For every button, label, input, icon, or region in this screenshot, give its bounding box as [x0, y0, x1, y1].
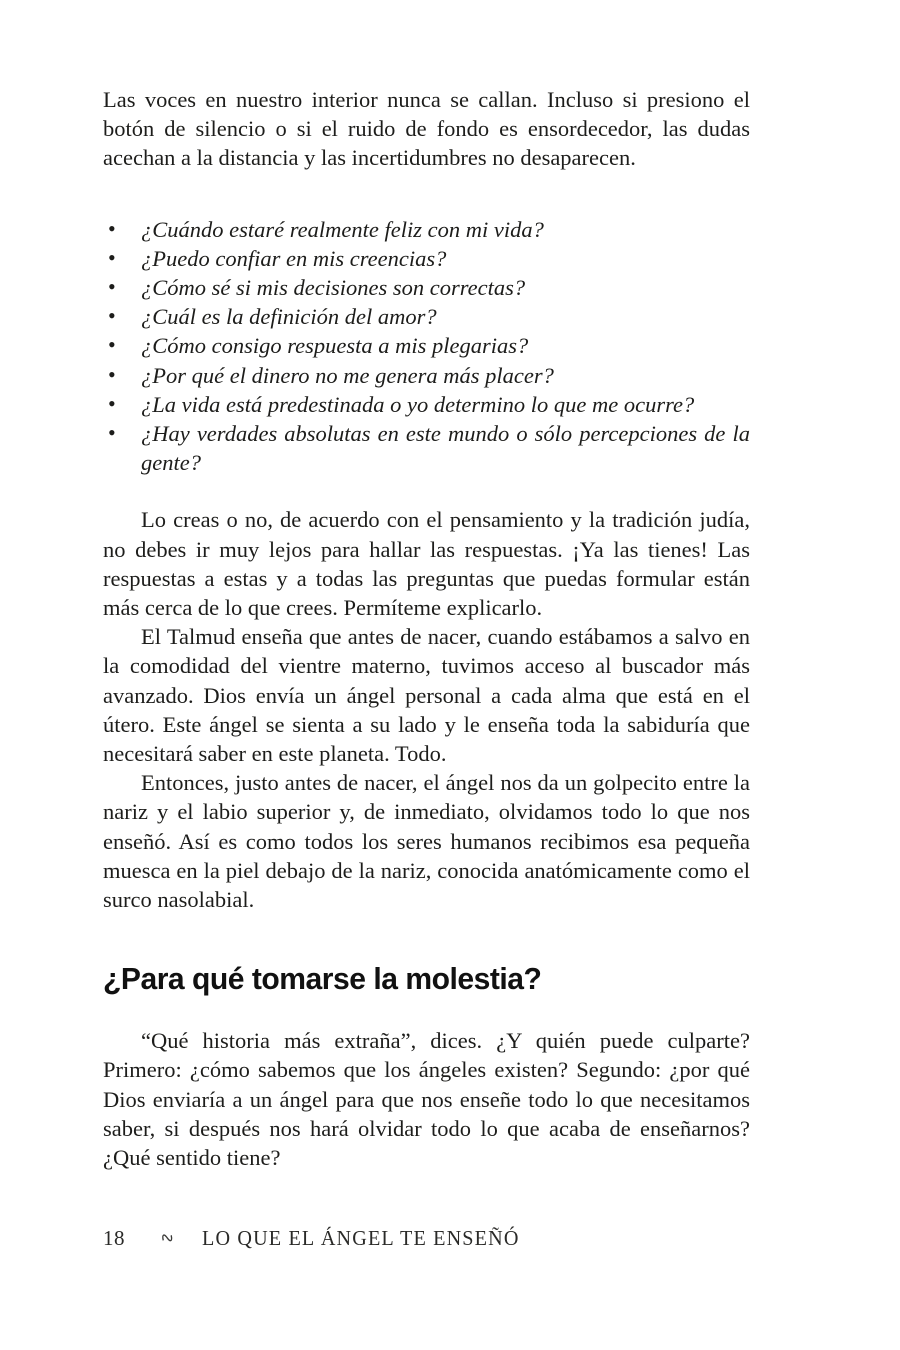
question-text: ¿Cómo sé si mis decisiones son correctas?: [141, 275, 526, 301]
list-item: [103, 331, 750, 360]
list-item: [103, 390, 750, 419]
list-item: [103, 244, 750, 273]
bullet-icon: •: [108, 361, 116, 387]
ornament-icon: ∿: [156, 1226, 178, 1250]
page-number: 18: [103, 1226, 125, 1250]
intro-paragraph: Las voces en nuestro interior nunca se callan. Incluso si presiono el botón de silencio o si el ruido de fondo es ensordecedor, las dudas acechan a la distancia y las incertidumbres no desaparecen.: [103, 87, 750, 171]
list-item: [103, 361, 750, 390]
list-item: [103, 419, 750, 477]
question-text: ¿Cuándo estaré realmente feliz con mi vida?: [141, 216, 544, 242]
angel-paragraph: Entonces, justo antes de nacer, el ángel nos da un golpecito entre la nariz y el labio superior y, de inmediato, olvidamos todo lo que nos enseñó. Así es como todos los seres humanos recibimos esa pequeña muesca en la piel debajo de la nariz, conocida anatómicamente como el surco nasolabial.: [103, 770, 750, 913]
question-text: ¿Cuál es la definición del amor?: [141, 304, 437, 330]
question-text: ¿Cómo consigo respuesta a mis plegarias?: [141, 333, 529, 359]
question-text: ¿Puedo confiar en mis creencias?: [141, 245, 447, 271]
tradition-paragraph: Lo creas o no, de acuerdo con el pensamiento y la tradición judía, no debes ir muy lejos para hallar las respuestas. ¡Ya las tienes! Las respuestas a estas y a todas las preguntas que puedas formular están más cerca de lo que crees. Permíteme explicarlo.: [103, 507, 750, 621]
bullet-icon: •: [108, 215, 116, 241]
bullet-icon: •: [108, 303, 116, 329]
bullet-icon: •: [108, 274, 116, 300]
question-text: ¿Hay verdades absolutas en este mundo o sólo percepciones de la gente?: [141, 421, 750, 476]
bullet-icon: •: [108, 332, 116, 358]
bullet-icon: •: [108, 420, 116, 446]
running-title: LO QUE EL ÁNGEL TE ENSEÑÓ: [202, 1226, 520, 1250]
talmud-paragraph: El Talmud enseña que antes de nacer, cuando estábamos a salvo en la comodidad del vientre materno, tuvimos acceso al buscador más avanzado. Dios envía un ángel personal a cada alma que está en el útero. Este ángel se sienta a su lado y le enseña toda la sabiduría que necesitará saber en este planeta. Todo.: [103, 624, 750, 767]
list-item: [103, 302, 750, 331]
question-text: ¿Por qué el dinero no me genera más placer?: [141, 362, 554, 388]
list-item: [103, 215, 750, 244]
bullet-icon: •: [108, 390, 116, 416]
question-paragraph: “Qué historia más extraña”, dices. ¿Y quién puede culparte? Primero: ¿cómo sabemos que los ángeles existen? Segundo: ¿por qué Dios enviaría a un ángel para que nos enseñe todo lo que necesitamos saber, si después nos hará olvidar todo lo que acaba de enseñarnos? ¿Qué sentido tiene?: [103, 1028, 750, 1171]
bullet-icon: •: [108, 244, 116, 270]
questions-list: [103, 215, 750, 478]
section-heading: ¿Para qué tomarse la molestia?: [103, 961, 542, 997]
question-text: ¿La vida está predestinada o yo determino lo que me ocurre?: [141, 391, 695, 417]
page-footer: [103, 1226, 533, 1251]
list-item: [103, 273, 750, 302]
